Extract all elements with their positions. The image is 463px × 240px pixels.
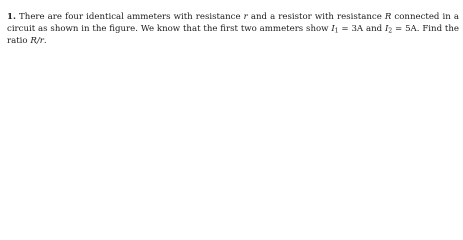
current-i2-symbol: I [384,24,389,34]
current-i1-symbol: I [331,24,335,34]
current-i1-subscript: 1 [334,27,339,35]
problem-text-part: . Find the ratio [7,24,459,46]
problem-text-part: and [363,24,385,34]
current-i1-value: = 3A [338,24,364,34]
problem-number: 1. [7,12,16,22]
problem-text-part: connected in a circuit as shown in the figure. We know that the first two ammeters show [7,12,459,34]
problem-statement [7,11,459,47]
current-i2-value: = 5A [392,24,417,34]
ratio-expression: R/r [30,36,44,46]
problem-text-part: . [43,36,47,46]
resistance-variable-r: r [243,12,248,22]
problem-text-part: There are four identical ammeters with resistance [15,12,244,22]
current-i2-subscript: 2 [388,27,393,35]
resistance-variable-R: R [384,12,392,22]
problem-text-part: and a resistor with resistance [247,12,385,22]
